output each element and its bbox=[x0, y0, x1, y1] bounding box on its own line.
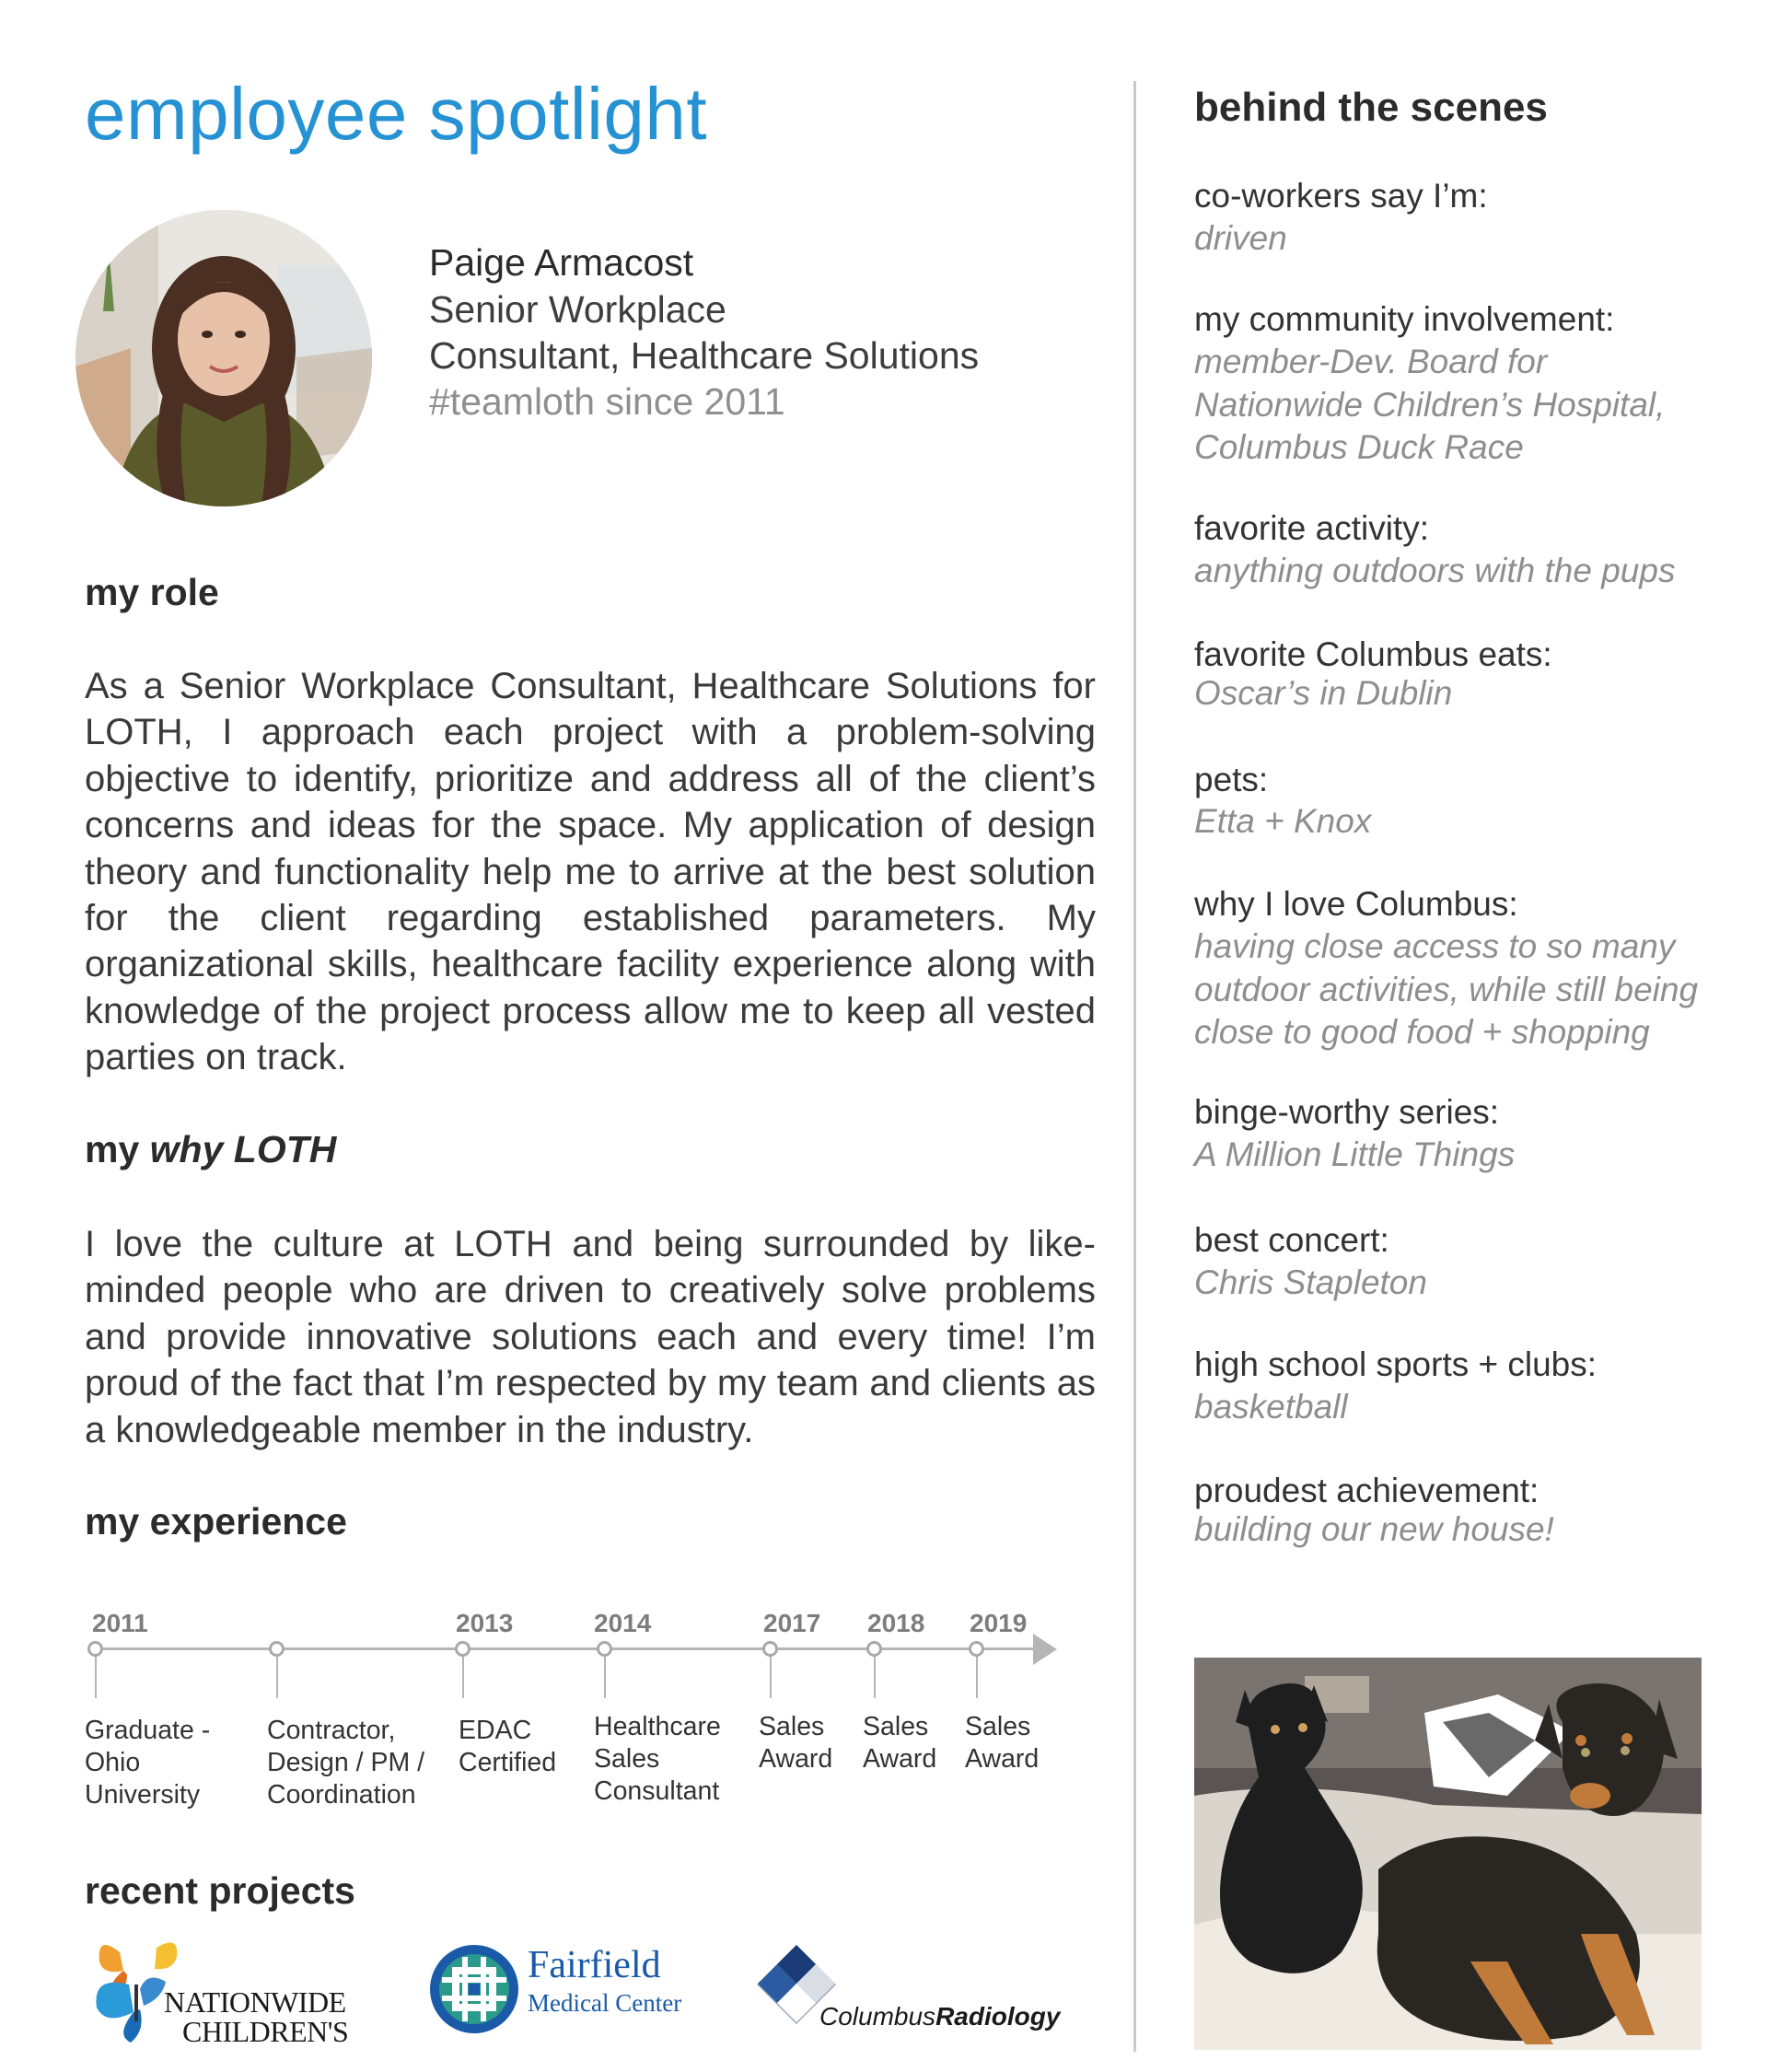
profile-photo bbox=[76, 210, 372, 506]
columbus-logo-line-2: Radiology bbox=[935, 2002, 1061, 2031]
timeline-label-line: Award bbox=[965, 1744, 1040, 1774]
fairfield-medical-center-logo bbox=[428, 1943, 704, 2044]
timeline-label-line: Graduate - bbox=[85, 1716, 211, 1745]
role-paragraph: As a Senior Workplace Consultant, Healthcare Solutions for LOTH, I approach each project with a problem-solving objective to identify, prioritize and address all of the client’s concerns and ideas for the space. My application of design theory and functionality help me to arrive at the best solution for the client regarding established parameters. My organizational skills, healthcare facility experience along with knowledge of the project process allow me to keep all vested parties on track. bbox=[85, 666, 1096, 1078]
timeline-node bbox=[455, 1641, 471, 1657]
timeline-stem bbox=[462, 1654, 464, 1698]
fact-label: why I love Columbus: bbox=[1194, 885, 1518, 923]
fact-value-line: Oscar’s in Dublin bbox=[1194, 674, 1453, 712]
fact-value bbox=[1194, 1386, 1348, 1429]
fact-label: pets: bbox=[1194, 761, 1269, 798]
fact-value bbox=[1194, 341, 1665, 470]
timeline-year: 2014 bbox=[594, 1609, 652, 1637]
timeline-label bbox=[965, 1711, 1039, 1775]
fact-label: favorite Columbus eats: bbox=[1194, 635, 1552, 673]
projects-heading: recent projects bbox=[85, 1869, 355, 1912]
fact-label: binge-worthy series: bbox=[1194, 1093, 1500, 1131]
fact-label: co-workers say I’m: bbox=[1194, 177, 1488, 215]
timeline-year: 2018 bbox=[867, 1609, 925, 1637]
timeline-axis bbox=[92, 1647, 1036, 1650]
fact-value-line: member-Dev. Board for bbox=[1194, 343, 1548, 380]
columbus-radiology-logo bbox=[755, 1943, 1068, 2044]
fact-label: proudest achievement: bbox=[1194, 1472, 1539, 1509]
fact-value-line: Nationwide Children’s Hospital, bbox=[1194, 385, 1666, 424]
timeline-node bbox=[866, 1641, 882, 1657]
page-title: employee spotlight bbox=[85, 73, 708, 155]
profile-since: #teamloth since 2011 bbox=[429, 380, 785, 423]
role-heading: my role bbox=[85, 571, 219, 613]
why-heading-emphasis: why LOTH bbox=[149, 1128, 337, 1170]
fact-value-line: Columbus Duck Race bbox=[1194, 428, 1524, 466]
fairfield-knot-icon bbox=[428, 1943, 520, 2035]
behind-the-scenes-title: behind the scenes bbox=[1194, 85, 1548, 130]
timeline-label-line: Consultant bbox=[594, 1776, 720, 1806]
timeline-label-line: Healthcare bbox=[594, 1712, 721, 1741]
timeline-node bbox=[762, 1641, 778, 1657]
timeline-label-line: Sales bbox=[594, 1744, 660, 1774]
nationwide-logo-line-2: CHILDREN'S bbox=[182, 2015, 349, 2048]
timeline-label bbox=[863, 1711, 936, 1775]
fact-value bbox=[1194, 1134, 1515, 1177]
why-loth-paragraph: I love the culture at LOTH and being surrounded by like-minded people who are driven to creatively solve problems and provide innovative solutions each and every time! I’m proud of the fact that I’m respected by my team and clients as a knowledgeable member in the industry. bbox=[85, 1224, 1096, 1450]
fact-value bbox=[1194, 1262, 1427, 1305]
timeline-label-line: Certified bbox=[459, 1748, 557, 1777]
profile-role-line-2: Consultant, Healthcare Solutions bbox=[429, 334, 980, 377]
fact-label: best concert: bbox=[1194, 1221, 1389, 1259]
timeline-stem bbox=[976, 1654, 978, 1698]
columbus-logo-line-1: Columbus bbox=[819, 2002, 936, 2031]
nationwide-logo-line-1: NATIONWIDE bbox=[164, 1985, 346, 2019]
timeline-node bbox=[87, 1641, 103, 1657]
timeline-stem bbox=[770, 1654, 772, 1698]
fact-value bbox=[1194, 672, 1452, 716]
timeline-label-line: Contractor, bbox=[267, 1716, 396, 1745]
fact-value-line: having close access to so many bbox=[1194, 927, 1676, 965]
timeline-year: 2017 bbox=[763, 1609, 821, 1637]
timeline-label-line: Sales bbox=[863, 1712, 929, 1741]
column-divider bbox=[1133, 81, 1136, 2052]
fact-value-line: Chris Stapleton bbox=[1194, 1263, 1427, 1301]
timeline-node bbox=[597, 1641, 612, 1657]
timeline-label bbox=[594, 1711, 721, 1808]
profile-name: Paige Armacost bbox=[429, 241, 694, 284]
timeline-label bbox=[85, 1715, 210, 1811]
fact-value-line: close to good food + shopping bbox=[1194, 1013, 1650, 1051]
fact-value-line: basketball bbox=[1194, 1388, 1348, 1426]
fact-value-line: building our new house! bbox=[1194, 1510, 1554, 1548]
why-heading-prefix: my bbox=[85, 1128, 150, 1170]
timeline-node bbox=[969, 1641, 984, 1657]
timeline-arrow-icon bbox=[1033, 1634, 1057, 1665]
timeline-stem bbox=[874, 1654, 876, 1698]
fact-value bbox=[1194, 1508, 1554, 1552]
fairfield-logo-line-1: Fairfield bbox=[528, 1944, 661, 1986]
dogs-photo bbox=[1194, 1658, 1702, 2050]
nationwide-childrens-logo bbox=[92, 1934, 359, 2048]
fact-value-line: anything outdoors with the pups bbox=[1194, 552, 1676, 589]
fact-value-line: driven bbox=[1194, 219, 1287, 257]
fact-value-line: A Million Little Things bbox=[1194, 1135, 1516, 1173]
profile-role-line-1: Senior Workplace bbox=[429, 288, 726, 331]
fact-value bbox=[1194, 925, 1698, 1054]
timeline-stem bbox=[604, 1654, 606, 1698]
timeline-label-line: EDAC bbox=[459, 1716, 532, 1745]
fact-value bbox=[1194, 800, 1371, 844]
fact-label: favorite activity: bbox=[1194, 509, 1429, 547]
timeline-stem bbox=[95, 1654, 97, 1698]
timeline-label-line: Coordination bbox=[267, 1780, 416, 1810]
columbus-logo-text bbox=[819, 2002, 1060, 2031]
timeline-year: 2013 bbox=[456, 1609, 514, 1637]
timeline-label-line: Design / PM / bbox=[267, 1748, 425, 1777]
timeline-label-line: Award bbox=[863, 1744, 937, 1774]
fact-value-line: outdoor activities, while still being bbox=[1194, 970, 1699, 1008]
timeline-label bbox=[459, 1715, 556, 1779]
experience-heading: my experience bbox=[85, 1500, 347, 1542]
fact-value bbox=[1194, 217, 1287, 261]
timeline-label-line: Sales bbox=[965, 1712, 1031, 1741]
timeline-label-line: Award bbox=[759, 1744, 833, 1774]
timeline-node bbox=[269, 1641, 285, 1657]
timeline-label-line: Ohio bbox=[85, 1748, 141, 1777]
fairfield-logo-line-2: Medical Center bbox=[528, 1989, 682, 2017]
why-loth-heading bbox=[85, 1128, 336, 1171]
fact-label: my community involvement: bbox=[1194, 300, 1615, 338]
fact-value bbox=[1194, 550, 1675, 593]
timeline-stem bbox=[276, 1654, 278, 1698]
timeline-label bbox=[267, 1715, 424, 1811]
timeline-label bbox=[759, 1711, 832, 1775]
timeline-label-line: Sales bbox=[759, 1712, 825, 1741]
timeline-label-line: University bbox=[85, 1780, 201, 1810]
fact-label: high school sports + clubs: bbox=[1194, 1345, 1598, 1383]
timeline-year: 2019 bbox=[970, 1609, 1028, 1637]
timeline-year: 2011 bbox=[92, 1609, 148, 1637]
fact-value-line: Etta + Knox bbox=[1194, 802, 1372, 840]
